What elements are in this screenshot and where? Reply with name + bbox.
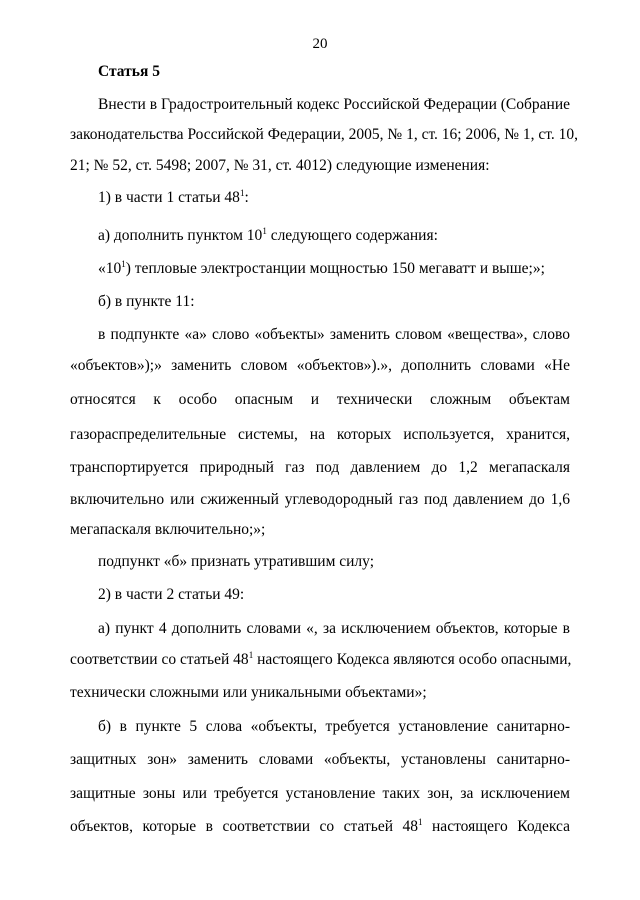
superscript: 1 <box>121 259 126 269</box>
superscript: 1 <box>239 188 245 198</box>
text-line: защитные зоны или требуется установление таких зон, за исключением <box>70 785 570 802</box>
page-number: 20 <box>312 36 328 52</box>
text-fragment: а) дополнить пунктом 10 <box>98 227 263 244</box>
text-line: «объектов»);» заменить словом «объектов»).», дополнить словами «Не <box>70 357 570 374</box>
text-line: относятся к особо опасным и технически сложным объектам <box>70 391 570 408</box>
superscript: 1 <box>248 650 254 660</box>
text-fragment: ) тепловые электростанции мощностью 150 мегаватт и выше;»; <box>125 260 545 277</box>
text-fragment: настоящего Кодекса <box>422 818 570 835</box>
text-line: Внести в Градостроительный кодекс Российской Федерации (Собрание <box>98 96 570 113</box>
superscript: 1 <box>262 226 267 236</box>
text-line: б) в пункте 5 слова «объекты, требуется установление санитарно- <box>98 718 570 735</box>
text-line: 21; № 52, ст. 5498; 2007, № 31, ст. 4012) следующие изменения: <box>70 157 490 174</box>
text-fragment: соответствии со статьей 48 <box>70 651 249 668</box>
text-line: подпункт «б» признать утратившим силу; <box>98 553 375 570</box>
text-line <box>70 650 570 670</box>
text-fragment: 1) в части 1 статьи 48 <box>98 189 240 206</box>
text-line: 2) в части 2 статьи 49: <box>98 586 245 603</box>
text-line: транспортируется природный газ под давлением до 1,2 мегапаскаля <box>70 459 570 476</box>
text-line: в подпункте «а» слово «объекты» заменить словом «вещества», слово <box>98 326 570 343</box>
text-fragment <box>70 818 570 835</box>
text-line: законодательства Российской Федерации, 2005, № 1, ст. 16; 2006, № 1, ст. 10, <box>70 126 579 143</box>
text-line: а) пункт 4 дополнить словами «, за исключением объектов, которые в <box>98 620 570 637</box>
text-fragment: следующего содержания: <box>266 227 438 244</box>
text-line: б) в пункте 11: <box>98 293 195 310</box>
superscript: 1 <box>418 817 423 827</box>
text-fragment <box>70 651 571 668</box>
text-line <box>98 188 570 208</box>
text-line: мегапаскаля включительно;»; <box>70 521 266 538</box>
text-fragment: объектов, которые в соответствии со статьей 48 <box>70 818 419 835</box>
text-line: защитных зон» заменить словами «объекты, установлены санитарно- <box>70 751 570 768</box>
text-fragment: настоящего Кодекса являются особо опасными, <box>253 651 572 668</box>
text-line: включительно или сжиженный углеводородный газ под давлением до 1,6 <box>70 491 570 508</box>
text-line <box>98 226 570 246</box>
text-fragment: «10 <box>98 260 122 277</box>
article-heading: Статья 5 <box>98 63 160 80</box>
text-line <box>98 259 570 279</box>
text-line: технически сложными или уникальными объектами»; <box>70 684 427 701</box>
text-line: газораспределительные системы, на которых используется, хранится, <box>70 426 570 443</box>
text-fragment: : <box>244 189 249 206</box>
text-line <box>70 817 570 837</box>
